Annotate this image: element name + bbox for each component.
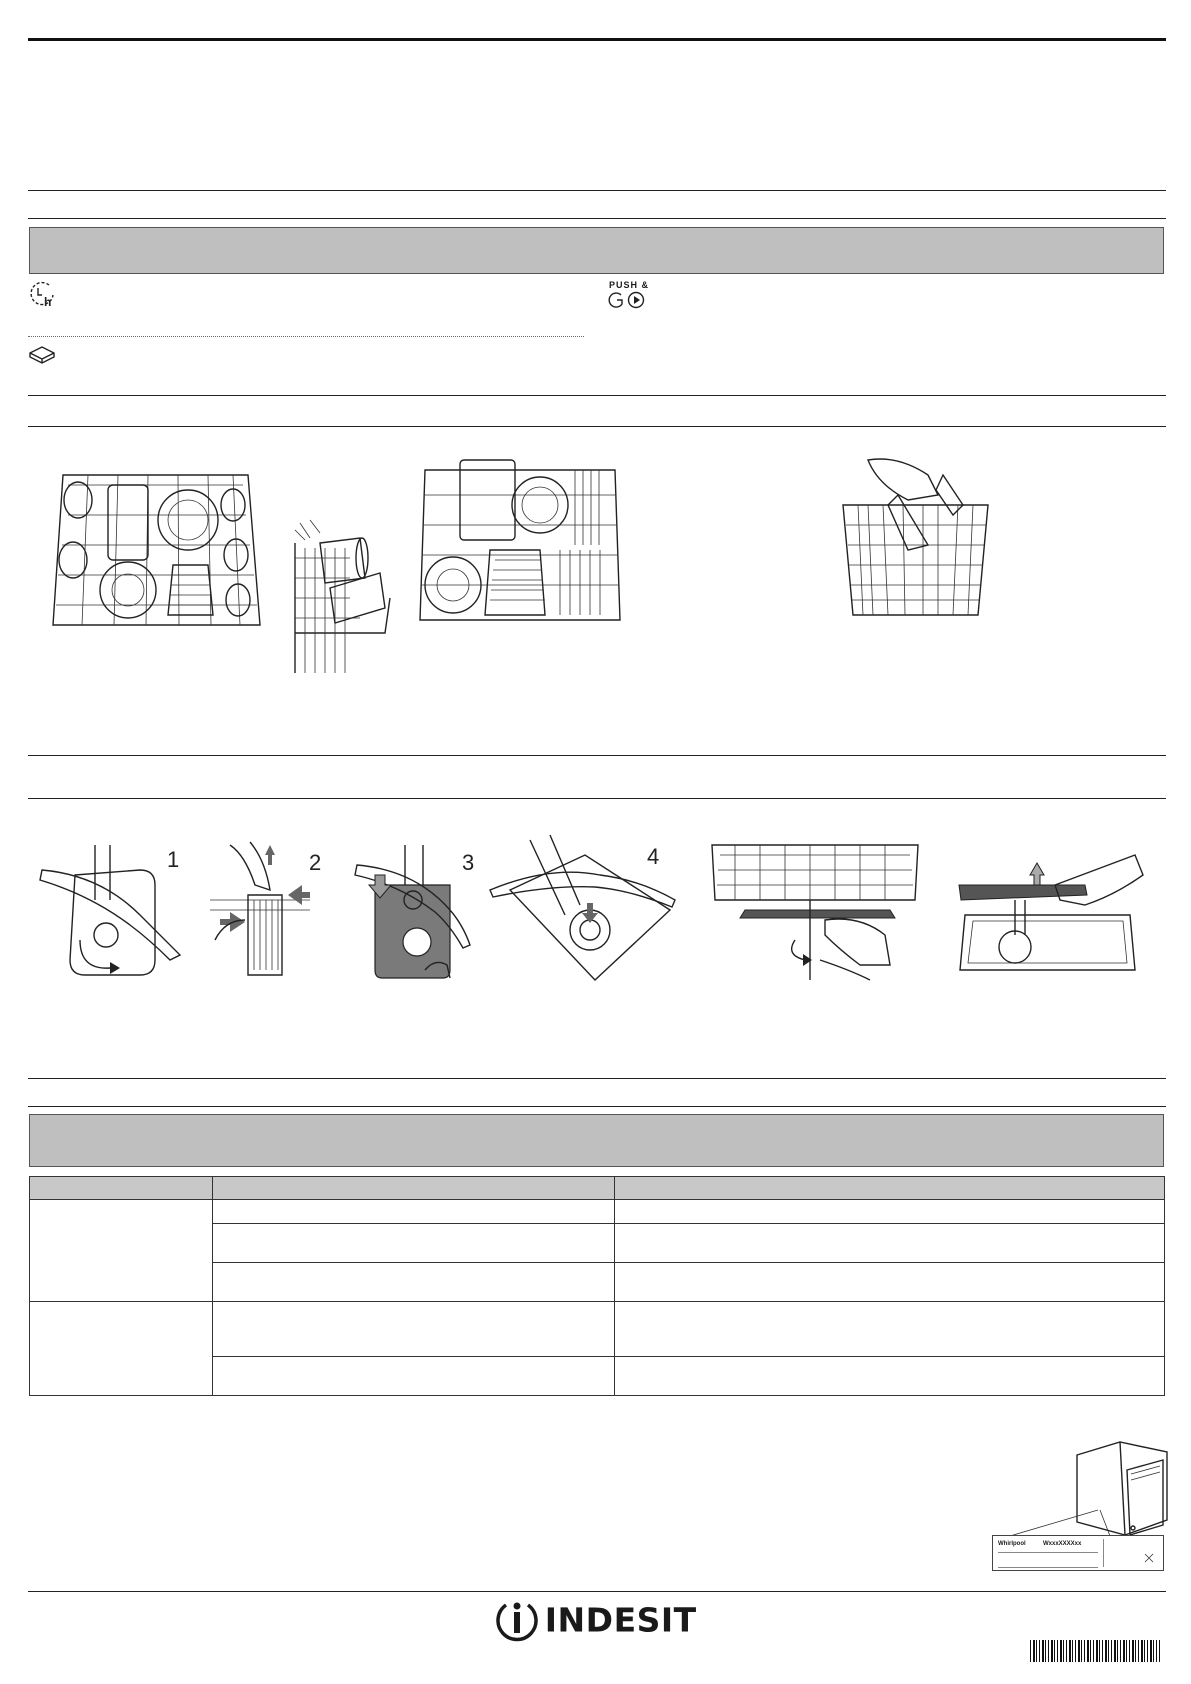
clock-h-icon [28,280,56,308]
section-rule [28,426,1166,427]
programmes-band [29,227,1164,274]
upper-spray-arm-illustration [710,840,920,980]
footer-rule [28,1591,1166,1592]
cause-cell [212,1224,615,1263]
header-cell-solution [615,1177,1165,1200]
table-header-row [30,1177,1165,1200]
cause-cell [212,1263,615,1302]
filter-removal-illustration [210,840,320,985]
indesit-logo-icon [494,1597,540,1643]
problem-cell [30,1302,213,1396]
section-rule [28,1106,1166,1107]
cause-cell [212,1357,615,1396]
plate-brand: Whirlpool [998,1541,1026,1547]
plate-model: WxxxXXXXxx [1043,1541,1082,1547]
barcode-icon [1030,1640,1160,1662]
top-rule [28,38,1166,41]
lower-spray-arm-illustration [955,855,1145,980]
svg-text:h: h [44,295,52,309]
rating-plate [992,1535,1164,1571]
cutlery-basket-illustration [838,455,998,625]
callout-lines [1000,1500,1140,1540]
section-rule [28,218,1166,219]
solution-cell [615,1263,1165,1302]
step-number: 2 [309,850,322,875]
solution-cell [615,1224,1165,1263]
troubleshooting-table [29,1176,1165,1396]
step-number: 3 [462,850,475,875]
divider-dotted [28,336,584,337]
cause-cell [212,1200,615,1224]
cause-cell [212,1302,615,1357]
push-go-icon [607,290,647,310]
section-rule [28,755,1166,756]
problem-cell [30,1200,213,1302]
step-number: 1 [167,847,180,872]
table-row [30,1200,1165,1224]
solution-cell [615,1357,1165,1396]
step-number: 4 [647,844,660,869]
section-rule [28,190,1166,191]
tablet-icon [28,345,56,365]
section-rule [28,395,1166,396]
solution-cell [615,1302,1165,1357]
solution-cell [615,1200,1165,1224]
header-cell-cause [212,1177,615,1200]
troubleshooting-band [29,1114,1164,1167]
lower-rack-illustration [415,455,625,630]
upper-rack-side-illustration [290,518,395,678]
header-cell-problem [30,1177,213,1200]
upper-rack-illustration [48,455,268,645]
plate-lines [998,1552,1098,1568]
brand-name: INDESIT [544,1600,697,1640]
section-rule [28,798,1166,799]
weee-bin-icon [1143,1552,1155,1564]
table-row [30,1302,1165,1357]
section-rule [28,1078,1166,1079]
footer-brand [0,1597,1191,1643]
push-go-label: PUSH & [609,280,650,290]
filter-plate-illustration [355,840,475,980]
